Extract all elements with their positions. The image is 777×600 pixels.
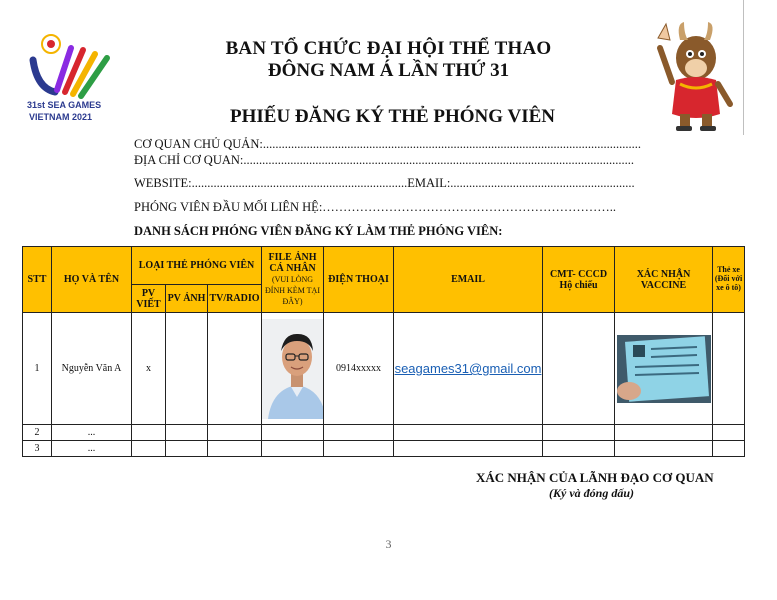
row-vaccine-cell[interactable] xyxy=(615,441,713,457)
registration-table xyxy=(22,246,745,457)
vaccine-certificate-photo xyxy=(617,335,711,403)
header-photo-file-note: (VUI LÒNG ĐÍNH KÈM TẠI ĐÂY) xyxy=(265,275,320,306)
agency-field[interactable]: CƠ QUAN CHỦ QUẢN:......................................................................................................................... xyxy=(134,137,641,151)
page-number: 3 xyxy=(385,537,392,551)
row-tv-mark[interactable] xyxy=(208,313,262,425)
header-photo-file xyxy=(262,247,324,313)
row-id-doc[interactable] xyxy=(543,313,615,425)
organizer-title: BAN TỔ CHỨC ĐẠI HỘI THỂ THAO xyxy=(225,38,552,59)
contact-field[interactable]: PHÓNG VIÊN ĐẦU MỐI LIÊN HỆ:…………………………………………………………….. xyxy=(134,200,617,214)
header-photographer: PV ẢNH xyxy=(166,285,208,313)
row-stt: 2 xyxy=(23,425,52,441)
form-title: PHIẾU ĐĂNG KÝ THẺ PHÓNG VIÊN xyxy=(230,106,555,127)
logo-text-host: VIETNAM 2021 xyxy=(29,112,93,122)
portrait-photo xyxy=(262,319,324,419)
row-photographer-mark[interactable] xyxy=(166,441,208,457)
row-portrait-cell[interactable] xyxy=(262,313,324,425)
header-vaccine: XÁC NHẬN VACCINE xyxy=(615,247,713,313)
row-photographer-mark[interactable] xyxy=(166,425,208,441)
header-photo-file-label: FILE ẢNH CÁ NHÂN xyxy=(268,252,317,274)
row-name[interactable]: Nguyễn Văn A xyxy=(52,313,132,425)
row-vehicle[interactable] xyxy=(713,441,745,457)
row-writer-mark[interactable]: x xyxy=(132,313,166,425)
row-photographer-mark[interactable] xyxy=(166,313,208,425)
row-email[interactable] xyxy=(394,313,543,425)
address-field[interactable]: ĐỊA CHỈ CƠ QUAN:............................................................................................................................. xyxy=(134,153,634,167)
row-stt: 3 xyxy=(23,441,52,457)
row-tv-mark[interactable] xyxy=(208,425,262,441)
list-heading: DANH SÁCH PHÓNG VIÊN ĐĂNG KÝ LÀM THẺ PHÓNG VIÊN: xyxy=(134,224,503,238)
row-id-doc[interactable] xyxy=(543,441,615,457)
website-email-field[interactable]: WEBSITE:.....................................................................EMAIL:........................................................... xyxy=(134,176,635,190)
confirmation-title: XÁC NHẬN CỦA LÃNH ĐẠO CƠ QUAN xyxy=(476,470,714,485)
header-vehicle xyxy=(713,247,745,313)
row-email[interactable] xyxy=(394,425,543,441)
header-email: EMAIL xyxy=(394,247,543,313)
row-phone[interactable]: 0914xxxxx xyxy=(324,313,394,425)
row-vehicle[interactable] xyxy=(713,313,745,425)
row-name[interactable]: ... xyxy=(52,441,132,457)
confirmation-subtitle: (Ký và đóng dấu) xyxy=(549,486,634,500)
header-vehicle-note: (Đối với xe ô tô) xyxy=(714,274,743,292)
header-vehicle-label: Thẻ xe xyxy=(717,265,740,275)
row-phone[interactable] xyxy=(324,425,394,441)
header-stt: STT xyxy=(23,247,52,313)
header-phone: ĐIỆN THOẠI xyxy=(324,247,394,313)
row-portrait-cell[interactable] xyxy=(262,425,324,441)
row-vaccine-cell[interactable] xyxy=(615,425,713,441)
header-card-type: LOẠI THẺ PHÓNG VIÊN xyxy=(132,247,262,285)
row-email[interactable] xyxy=(394,441,543,457)
table-row xyxy=(23,441,745,457)
row-portrait-cell[interactable] xyxy=(262,441,324,457)
header-tv-radio: TV/RADIO xyxy=(208,285,262,313)
header-writer: PV VIẾT xyxy=(132,285,166,313)
row-vaccine-cell[interactable] xyxy=(615,313,713,425)
row-stt: 1 xyxy=(23,313,52,425)
row-vehicle[interactable] xyxy=(713,425,745,441)
row-tv-mark[interactable] xyxy=(208,441,262,457)
row-writer-mark[interactable] xyxy=(132,441,166,457)
row-writer-mark[interactable] xyxy=(132,425,166,441)
header-id-doc: CMT- CCCD Hộ chiếu xyxy=(543,247,615,313)
header-name: HỌ VÀ TÊN xyxy=(52,247,132,313)
email-link[interactable]: seagames31@gmail.com xyxy=(394,361,542,376)
table-row xyxy=(23,425,745,441)
row-phone[interactable] xyxy=(324,441,394,457)
row-id-doc[interactable] xyxy=(543,425,615,441)
table-row xyxy=(23,313,745,425)
logo-text-edition: 31st SEA GAMES xyxy=(27,100,102,110)
row-name[interactable]: ... xyxy=(52,425,132,441)
organizer-subtitle: ĐÔNG NAM Á LẦN THỨ 31 xyxy=(267,60,510,81)
